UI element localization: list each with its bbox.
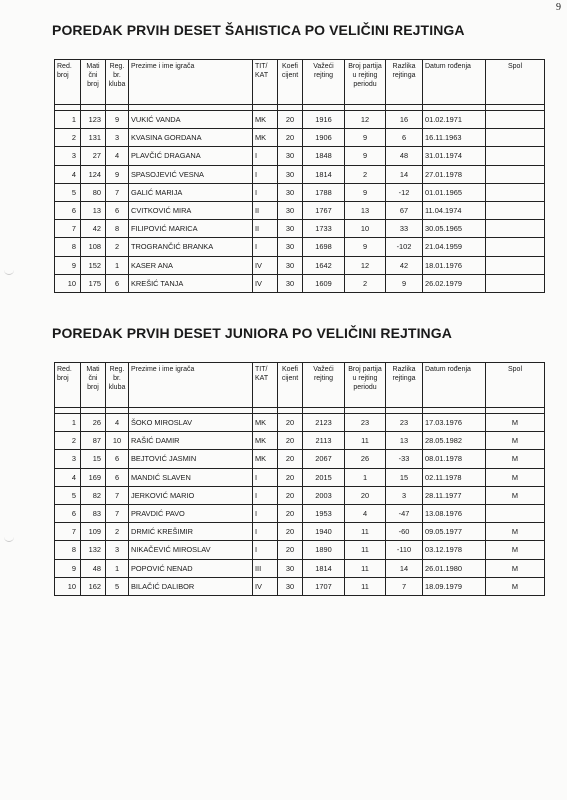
rating-cell: 1698 (303, 238, 345, 256)
rating-cell: 2015 (303, 468, 345, 486)
birth-date-cell: 28.05.1982 (423, 432, 486, 450)
gender-cell (486, 183, 545, 201)
id-cell: 82 (81, 486, 106, 504)
hdr-spol: Spol (486, 60, 545, 105)
id-cell: 26 (81, 414, 106, 432)
club-cell: 9 (106, 111, 129, 129)
birth-date-cell: 21.04.1959 (423, 238, 486, 256)
rating-cell: 2113 (303, 432, 345, 450)
rank-cell: 5 (55, 183, 81, 201)
rating-cell: 1609 (303, 274, 345, 292)
table-row (55, 468, 545, 486)
hdr-vazeci-rejting: Važeći rejting (303, 60, 345, 105)
hdr-maticni-broj: Mati čni broj (81, 363, 106, 408)
birth-date-cell: 26.01.1980 (423, 559, 486, 577)
rank-cell: 8 (55, 541, 81, 559)
hdr-red-broj: Red. broj (55, 60, 81, 105)
coefficient-cell: 20 (278, 432, 303, 450)
hdr-datum-rodjenja: Datum rođenja (423, 60, 486, 105)
rating-cell: 1642 (303, 256, 345, 274)
gender-cell (486, 129, 545, 147)
id-cell: 87 (81, 432, 106, 450)
birth-date-cell: 03.12.1978 (423, 541, 486, 559)
birth-date-cell: 31.01.1974 (423, 147, 486, 165)
rating-cell: 2003 (303, 486, 345, 504)
rank-cell: 9 (55, 256, 81, 274)
hdr-vazeci-rejting: Važeći rejting (303, 363, 345, 408)
table-row (55, 220, 545, 238)
rating-diff-cell: -33 (386, 450, 423, 468)
table-row (55, 201, 545, 219)
games-cell: 11 (345, 432, 386, 450)
title-cell: I (253, 486, 278, 504)
gender-cell: M (486, 414, 545, 432)
name-cell: KREŠIĆ TANJA (129, 274, 253, 292)
rating-diff-cell: 23 (386, 414, 423, 432)
games-cell: 9 (345, 129, 386, 147)
games-cell: 9 (345, 183, 386, 201)
id-cell: 124 (81, 165, 106, 183)
punch-hole-mark (4, 268, 14, 275)
id-cell: 152 (81, 256, 106, 274)
club-cell: 4 (106, 147, 129, 165)
title-cell: III (253, 559, 278, 577)
gender-cell (486, 147, 545, 165)
id-cell: 175 (81, 274, 106, 292)
title-cell: MK (253, 129, 278, 147)
rank-cell: 9 (55, 559, 81, 577)
rank-cell: 1 (55, 111, 81, 129)
hdr-red-broj: Red. broj (55, 363, 81, 408)
table-row (55, 256, 545, 274)
coefficient-cell: 30 (278, 238, 303, 256)
rating-cell: 1890 (303, 541, 345, 559)
games-cell: 11 (345, 541, 386, 559)
birth-date-cell: 28.11.1977 (423, 486, 486, 504)
title-cell: IV (253, 577, 278, 595)
name-cell: KVASINA GORDANA (129, 129, 253, 147)
coefficient-cell: 20 (278, 111, 303, 129)
games-cell: 13 (345, 201, 386, 219)
name-cell: BEJTOVIĆ JASMIN (129, 450, 253, 468)
coefficient-cell: 20 (278, 450, 303, 468)
club-cell: 6 (106, 201, 129, 219)
name-cell: CVITKOVIĆ MIRA (129, 201, 253, 219)
gender-cell (486, 165, 545, 183)
club-cell: 7 (106, 504, 129, 522)
club-cell: 4 (106, 414, 129, 432)
games-cell: 9 (345, 238, 386, 256)
name-cell: ŠOKO MIROSLAV (129, 414, 253, 432)
coefficient-cell: 20 (278, 486, 303, 504)
rating-cell: 1788 (303, 183, 345, 201)
name-cell: SPASOJEVIĆ VESNA (129, 165, 253, 183)
rating-cell: 1814 (303, 559, 345, 577)
rating-diff-cell: 33 (386, 220, 423, 238)
table-row (55, 486, 545, 504)
title-cell: I (253, 183, 278, 201)
rating-diff-cell: 48 (386, 147, 423, 165)
rating-cell: 1707 (303, 577, 345, 595)
birth-date-cell: 01.01.1965 (423, 183, 486, 201)
rating-cell: 1814 (303, 165, 345, 183)
rating-cell: 1906 (303, 129, 345, 147)
hdr-koeficijent: Koefi cijent (278, 60, 303, 105)
title-cell: I (253, 504, 278, 522)
title-cell: I (253, 147, 278, 165)
club-cell: 6 (106, 450, 129, 468)
rating-diff-cell: 9 (386, 274, 423, 292)
club-cell: 8 (106, 220, 129, 238)
table-row (55, 129, 545, 147)
name-cell: TROGRANČIĆ BRANKA (129, 238, 253, 256)
coefficient-cell: 20 (278, 523, 303, 541)
club-cell: 10 (106, 432, 129, 450)
gender-cell (486, 238, 545, 256)
table-row (55, 147, 545, 165)
coefficient-cell: 30 (278, 165, 303, 183)
table1-title: POREDAK PRVIH DESET ŠAHISTICA PO VELIČINI REJTINGA (52, 22, 465, 38)
games-cell: 12 (345, 256, 386, 274)
birth-date-cell: 13.08.1976 (423, 504, 486, 522)
coefficient-cell: 20 (278, 504, 303, 522)
rating-cell: 2123 (303, 414, 345, 432)
gender-cell: M (486, 486, 545, 504)
header-row (55, 363, 545, 408)
id-cell: 13 (81, 201, 106, 219)
title-cell: IV (253, 256, 278, 274)
hdr-reg-kluba: Reg. br. kluba (106, 60, 129, 105)
table-row (55, 432, 545, 450)
table-row (55, 414, 545, 432)
hdr-broj-partija: Broj partija u rejting periodu (345, 363, 386, 408)
name-cell: FILIPOVIĆ MARICA (129, 220, 253, 238)
coefficient-cell: 20 (278, 129, 303, 147)
table-row (55, 238, 545, 256)
name-cell: PRAVDIĆ PAVO (129, 504, 253, 522)
name-cell: BILAČIĆ DALIBOR (129, 577, 253, 595)
rating-diff-cell: -60 (386, 523, 423, 541)
rank-cell: 8 (55, 238, 81, 256)
games-cell: 26 (345, 450, 386, 468)
name-cell: POPOVIĆ NENAD (129, 559, 253, 577)
rating-diff-cell: 7 (386, 577, 423, 595)
rating-diff-cell: 16 (386, 111, 423, 129)
hdr-broj-partija: Broj partija u rejting periodu (345, 60, 386, 105)
birth-date-cell: 08.01.1978 (423, 450, 486, 468)
gender-cell (486, 256, 545, 274)
name-cell: JERKOVIĆ MARIO (129, 486, 253, 504)
gender-cell (486, 220, 545, 238)
rank-cell: 6 (55, 201, 81, 219)
rating-cell: 1953 (303, 504, 345, 522)
name-cell: PLAVČIĆ DRAGANA (129, 147, 253, 165)
club-cell: 1 (106, 256, 129, 274)
id-cell: 162 (81, 577, 106, 595)
table-row (55, 111, 545, 129)
rating-cell: 2067 (303, 450, 345, 468)
club-cell: 2 (106, 238, 129, 256)
coefficient-cell: 30 (278, 559, 303, 577)
id-cell: 131 (81, 129, 106, 147)
games-cell: 20 (345, 486, 386, 504)
id-cell: 48 (81, 559, 106, 577)
header-row (55, 60, 545, 105)
birth-date-cell: 01.02.1971 (423, 111, 486, 129)
club-cell: 9 (106, 165, 129, 183)
gender-cell: M (486, 541, 545, 559)
hdr-datum-rodjenja: Datum rođenja (423, 363, 486, 408)
title-cell: MK (253, 450, 278, 468)
id-cell: 15 (81, 450, 106, 468)
coefficient-cell: 30 (278, 201, 303, 219)
birth-date-cell: 09.05.1977 (423, 523, 486, 541)
club-cell: 2 (106, 523, 129, 541)
rating-cell: 1733 (303, 220, 345, 238)
coefficient-cell: 20 (278, 541, 303, 559)
table-row (55, 165, 545, 183)
table-row (55, 541, 545, 559)
gender-cell: M (486, 450, 545, 468)
id-cell: 123 (81, 111, 106, 129)
hdr-razlika-rejtinga: Razlika rejtinga (386, 60, 423, 105)
table-row (55, 183, 545, 201)
rating-diff-cell: 13 (386, 432, 423, 450)
birth-date-cell: 18.09.1979 (423, 577, 486, 595)
hdr-koeficijent: Koefi cijent (278, 363, 303, 408)
hdr-prezime-ime: Prezime i ime igrača (129, 363, 253, 408)
title-cell: II (253, 220, 278, 238)
rank-cell: 5 (55, 486, 81, 504)
coefficient-cell: 30 (278, 220, 303, 238)
rating-diff-cell: 14 (386, 165, 423, 183)
coefficient-cell: 30 (278, 147, 303, 165)
games-cell: 1 (345, 468, 386, 486)
table-row (55, 450, 545, 468)
hdr-tit-kat: TIT/ KAT (253, 363, 278, 408)
rank-cell: 2 (55, 432, 81, 450)
name-cell: RAŠIĆ DAMIR (129, 432, 253, 450)
rating-diff-cell: 3 (386, 486, 423, 504)
coefficient-cell: 20 (278, 414, 303, 432)
table-row (55, 577, 545, 595)
gender-cell (486, 504, 545, 522)
club-cell: 7 (106, 183, 129, 201)
rating-diff-cell: 42 (386, 256, 423, 274)
hdr-maticni-broj: Mati čni broj (81, 60, 106, 105)
club-cell: 7 (106, 486, 129, 504)
coefficient-cell: 30 (278, 577, 303, 595)
table-row (55, 559, 545, 577)
coefficient-cell: 30 (278, 256, 303, 274)
gender-cell: M (486, 432, 545, 450)
games-cell: 9 (345, 147, 386, 165)
rank-cell: 3 (55, 147, 81, 165)
coefficient-cell: 30 (278, 183, 303, 201)
rank-cell: 3 (55, 450, 81, 468)
games-cell: 10 (345, 220, 386, 238)
rank-cell: 1 (55, 414, 81, 432)
title-cell: I (253, 523, 278, 541)
gender-cell (486, 274, 545, 292)
games-cell: 11 (345, 559, 386, 577)
title-cell: IV (253, 274, 278, 292)
id-cell: 109 (81, 523, 106, 541)
name-cell: GALIĆ MARIJA (129, 183, 253, 201)
id-cell: 42 (81, 220, 106, 238)
id-cell: 80 (81, 183, 106, 201)
rating-diff-cell: 14 (386, 559, 423, 577)
rating-diff-cell: -110 (386, 541, 423, 559)
table-row (55, 274, 545, 292)
title-cell: MK (253, 414, 278, 432)
title-cell: MK (253, 432, 278, 450)
id-cell: 83 (81, 504, 106, 522)
gender-cell: M (486, 577, 545, 595)
name-cell: DRMIĆ KREŠIMIR (129, 523, 253, 541)
rating-cell: 1767 (303, 201, 345, 219)
title-cell: I (253, 165, 278, 183)
rank-cell: 4 (55, 468, 81, 486)
page-number: 9 (556, 2, 561, 13)
birth-date-cell: 11.04.1974 (423, 201, 486, 219)
birth-date-cell: 26.02.1979 (423, 274, 486, 292)
table2-title: POREDAK PRVIH DESET JUNIORA PO VELIČINI REJTINGA (52, 325, 452, 341)
rating-diff-cell: 67 (386, 201, 423, 219)
table-row (55, 504, 545, 522)
games-cell: 4 (345, 504, 386, 522)
title-cell: I (253, 238, 278, 256)
club-cell: 5 (106, 577, 129, 595)
club-cell: 3 (106, 541, 129, 559)
club-cell: 1 (106, 559, 129, 577)
games-cell: 2 (345, 165, 386, 183)
id-cell: 169 (81, 468, 106, 486)
gender-cell: M (486, 523, 545, 541)
games-cell: 11 (345, 577, 386, 595)
rating-cell: 1848 (303, 147, 345, 165)
id-cell: 27 (81, 147, 106, 165)
title-cell: I (253, 468, 278, 486)
gender-cell (486, 111, 545, 129)
title-cell: I (253, 541, 278, 559)
coefficient-cell: 20 (278, 468, 303, 486)
hdr-razlika-rejtinga: Razlika rejtinga (386, 363, 423, 408)
birth-date-cell: 16.11.1963 (423, 129, 486, 147)
rating-diff-cell: -102 (386, 238, 423, 256)
games-cell: 23 (345, 414, 386, 432)
name-cell: KASER ANA (129, 256, 253, 274)
birth-date-cell: 30.05.1965 (423, 220, 486, 238)
birth-date-cell: 02.11.1978 (423, 468, 486, 486)
title-cell: II (253, 201, 278, 219)
club-cell: 6 (106, 468, 129, 486)
games-cell: 11 (345, 523, 386, 541)
rank-cell: 2 (55, 129, 81, 147)
rank-cell: 7 (55, 523, 81, 541)
hdr-reg-kluba: Reg. br. kluba (106, 363, 129, 408)
birth-date-cell: 18.01.1976 (423, 256, 486, 274)
rating-diff-cell: 6 (386, 129, 423, 147)
hdr-prezime-ime: Prezime i ime igrača (129, 60, 253, 105)
club-cell: 6 (106, 274, 129, 292)
punch-hole-mark (4, 535, 14, 542)
rating-diff-cell: -12 (386, 183, 423, 201)
hdr-spol: Spol (486, 363, 545, 408)
name-cell: VUKIĆ VANDA (129, 111, 253, 129)
name-cell: NIKAČEVIĆ MIROSLAV (129, 541, 253, 559)
id-cell: 108 (81, 238, 106, 256)
gender-cell: M (486, 559, 545, 577)
rank-cell: 10 (55, 577, 81, 595)
coefficient-cell: 30 (278, 274, 303, 292)
birth-date-cell: 27.01.1978 (423, 165, 486, 183)
gender-cell: M (486, 468, 545, 486)
rating-diff-cell: 15 (386, 468, 423, 486)
id-cell: 132 (81, 541, 106, 559)
hdr-tit-kat: TIT/ KAT (253, 60, 278, 105)
gender-cell (486, 201, 545, 219)
rating-cell: 1916 (303, 111, 345, 129)
rank-cell: 4 (55, 165, 81, 183)
rating-diff-cell: -47 (386, 504, 423, 522)
rating-cell: 1940 (303, 523, 345, 541)
games-cell: 12 (345, 111, 386, 129)
games-cell: 2 (345, 274, 386, 292)
juniors-rating-table (54, 362, 545, 596)
rank-cell: 10 (55, 274, 81, 292)
table-row (55, 523, 545, 541)
title-cell: MK (253, 111, 278, 129)
club-cell: 3 (106, 129, 129, 147)
rank-cell: 6 (55, 504, 81, 522)
birth-date-cell: 17.03.1976 (423, 414, 486, 432)
name-cell: MANDIĆ SLAVEN (129, 468, 253, 486)
women-rating-table (54, 59, 545, 293)
rank-cell: 7 (55, 220, 81, 238)
